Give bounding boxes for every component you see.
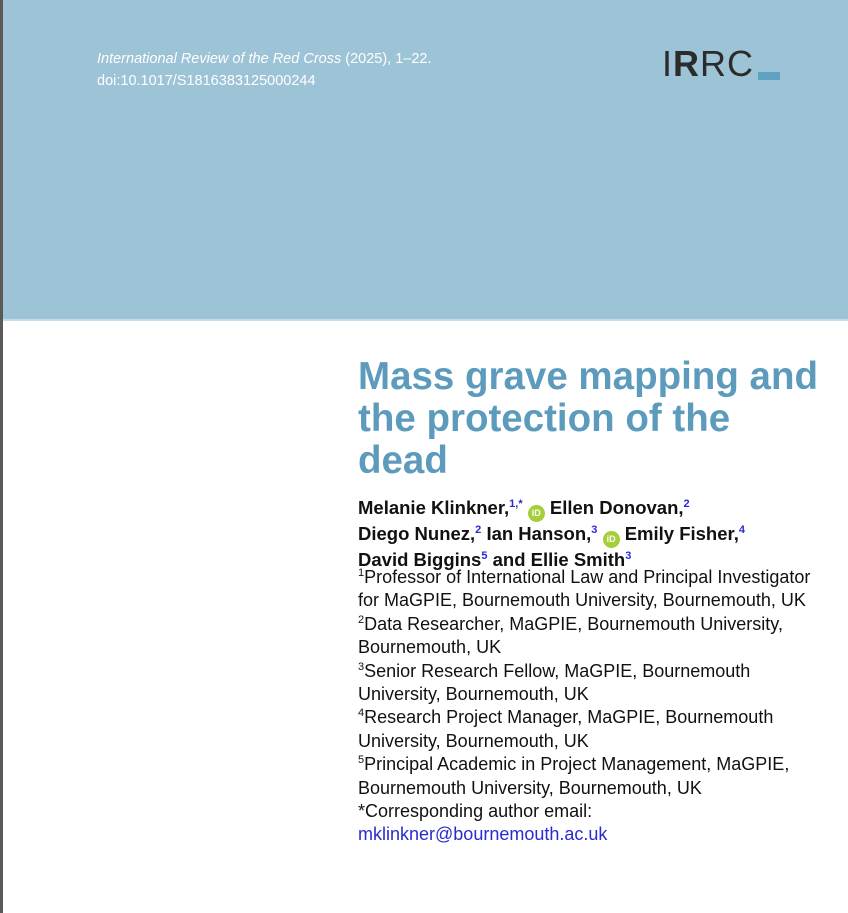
author-name: Ellie Smith: [530, 549, 626, 570]
affiliation-number: 2: [358, 613, 365, 626]
affiliation-number: 3: [358, 660, 365, 673]
citation-line: [97, 48, 432, 70]
author-conjunction: and: [492, 549, 526, 570]
author-affiliation-ref[interactable]: 5: [481, 550, 488, 562]
affiliation-number: 1: [358, 567, 365, 579]
author-affiliation-ref[interactable]: 2: [683, 498, 690, 510]
author-name: Emily Fisher,: [624, 523, 739, 544]
author-affiliation-ref[interactable]: 4: [738, 524, 745, 536]
affiliation-text: Research Project Manager, MaGPIE, Bournemouth University, Bournemouth, UK: [358, 707, 774, 751]
corresponding-author-email-link[interactable]: mklinkner@bournemouth.ac.uk: [358, 824, 608, 845]
author-list: [358, 496, 828, 572]
article-title: Mass grave mapping and the protection of the dead: [358, 355, 818, 482]
author-name: Diego Nunez,: [358, 523, 476, 544]
journal-citation: [97, 48, 432, 92]
logo-bold-letter: R: [673, 43, 701, 84]
affiliation-item: [358, 613, 828, 660]
affiliation-item: [358, 706, 828, 753]
banner-divider: [3, 319, 848, 321]
author-name: David Biggins: [358, 549, 482, 570]
affiliation-text: Principal Academic in Project Management, MaGPIE, Bournemouth University, Bournemouth, UK: [358, 754, 790, 798]
affiliation-text: Professor of International Law and Principal Investigator for MaGPIE, Bournemouth University, Bournemouth, UK: [358, 567, 811, 611]
affiliation-text: Senior Research Fellow, MaGPIE, Bournemouth University, Bournemouth, UK: [358, 660, 751, 705]
affiliation-item: [358, 566, 828, 613]
affiliation-number: 5: [358, 754, 365, 767]
author-name: Ellen Donovan,: [549, 497, 684, 518]
author-name: Ian Hanson,: [486, 523, 592, 544]
affiliation-list: [358, 566, 828, 847]
author-name: Melanie Klinkner,: [358, 497, 510, 518]
author-affiliation-ref[interactable]: 3: [625, 550, 632, 562]
orcid-icon[interactable]: iD: [528, 505, 545, 522]
logo-underscore-bar: [758, 72, 780, 80]
author-affiliation-ref[interactable]: 2: [475, 524, 482, 536]
citation-year-pages: (2025), 1–22.: [341, 51, 432, 67]
affiliation-item: [358, 753, 828, 800]
affiliation-text: Data Researcher, MaGPIE, Bournemouth University, Bournemouth, UK: [358, 613, 783, 658]
correspondence-label: *Corresponding author email:: [358, 801, 593, 822]
irrc-logo: [662, 44, 784, 84]
orcid-icon[interactable]: iD: [603, 531, 620, 548]
logo-suffix: RC: [700, 43, 755, 84]
logo-prefix: I: [662, 43, 674, 84]
author-affiliation-ref[interactable]: 3: [591, 524, 598, 536]
journal-name: International Review of the Red Cross: [97, 51, 342, 67]
author-affiliation-ref[interactable]: 1,*: [509, 498, 523, 510]
affiliation-number: 4: [358, 707, 365, 720]
affiliation-item: [358, 660, 828, 707]
doi-text: doi:10.1017/S1816383125000244: [97, 73, 316, 89]
